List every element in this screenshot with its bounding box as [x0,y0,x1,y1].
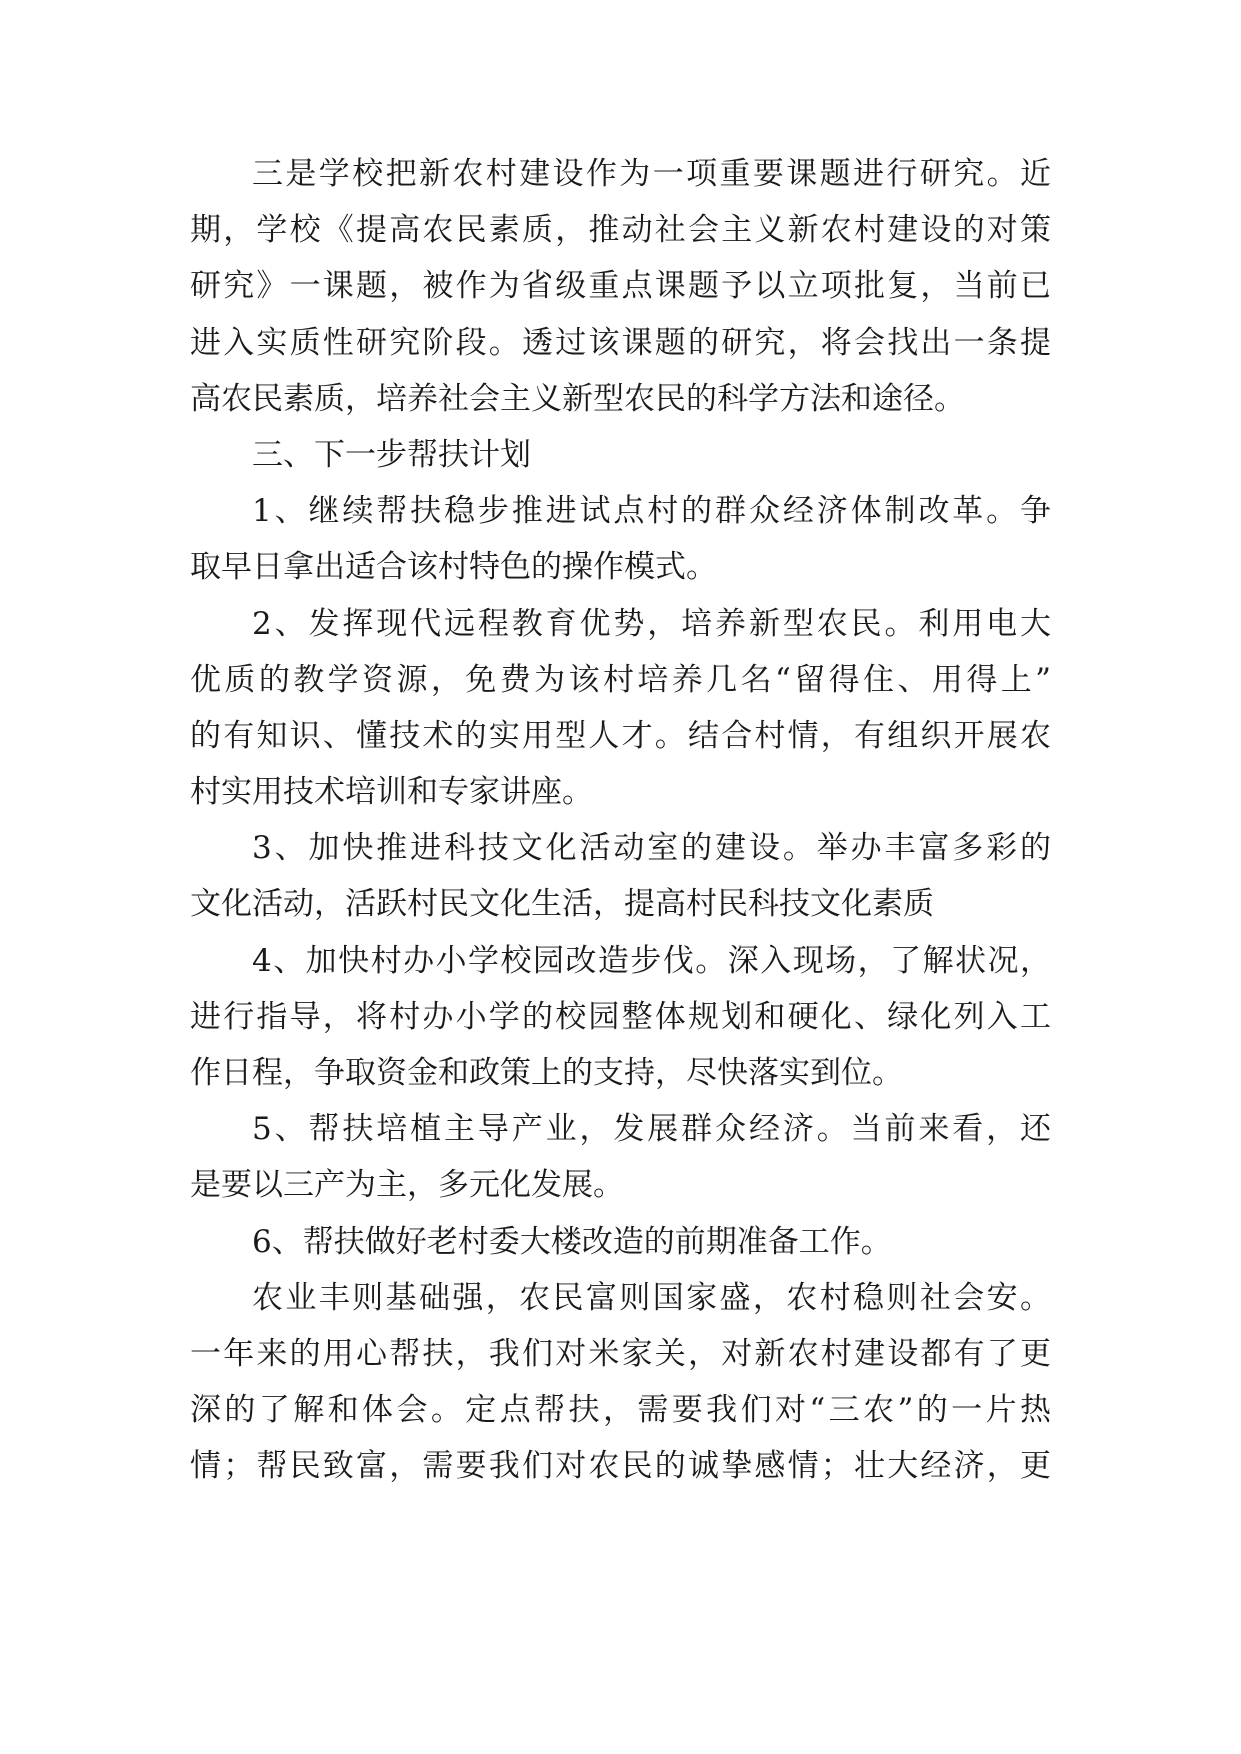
text-line: 高农民素质，培养社会主义新型农民的科学方法和途径。 [190,380,965,417]
text-line: 三是学校把新农村建设作为一项重要课题进行研究。近 [252,156,1051,192]
text-line: 一年来的用心帮扶，我们对米家关，对新农村建设都有了更 [190,1335,1051,1372]
text-line: 村实用技术培训和专家讲座。 [190,774,593,811]
text-line: 深的了解和体会。定点帮扶，需要我们对“三农”的一片热 [190,1392,1051,1429]
text-line: 情；帮民致富，需要我们对农民的诚挚感情；壮大经济，更 [190,1448,1051,1485]
text-line: 1、继续帮扶稳步推进试点村的群众经济体制改革。争 [252,493,1051,530]
paragraph-research [190,146,1051,427]
text-line: 进入实质性研究阶段。透过该课题的研究，将会找出一条提 [190,324,1051,361]
paragraph-plan-1 [190,483,1051,595]
text-line: 5、帮扶培植主导产业，发展群众经济。当前来看，还 [252,1111,1051,1148]
section-heading-text: 三、下一步帮扶计划 [252,436,531,473]
text-line: 研究》一课题，被作为省级重点课题予以立项批复，当前已 [190,268,1051,305]
text-line: 是要以三产为主，多元化发展。 [190,1167,624,1204]
paragraph-plan-3 [190,820,1051,932]
text-line: 进行指导，将村办小学的校园整体规划和硬化、绿化列入工 [190,998,1051,1035]
paragraph-plan-2 [190,596,1051,821]
paragraph-conclusion [190,1270,1051,1495]
text-line: 取早日拿出适合该村特色的操作模式。 [190,549,717,586]
text-line: 2、发挥现代远程教育优势，培养新型农民。利用电大 [252,605,1051,642]
text-line: 优质的教学资源，免费为该村培养几名“留得住、用得上” [190,661,1051,698]
text-line: 3、加快推进科技文化活动室的建设。举办丰富多彩的 [252,830,1051,867]
text-line: 期，学校《提高农民素质，推动社会主义新农村建设的对策 [190,212,1051,249]
text-line: 4、加快村办小学校园改造步伐。深入现场，了解状况， [252,942,1051,979]
text-line: 文化活动，活跃村民文化生活，提高村民科技文化素质 [190,886,934,923]
text-line: 6、帮扶做好老村委大楼改造的前期准备工作。 [252,1223,892,1260]
paragraph-plan-6 [190,1214,1051,1270]
text-line: 农业丰则基础强，农民富则国家盛，农村稳则社会安。 [252,1279,1051,1316]
text-line: 作日程，争取资金和政策上的支持，尽快落实到位。 [190,1055,903,1091]
document-page [190,146,1051,1495]
text-line: 的有知识、懂技术的实用型人才。结合村情，有组织开展农 [190,717,1051,754]
paragraph-plan-4 [190,933,1051,1102]
section-heading [190,427,1051,483]
paragraph-plan-5 [190,1101,1051,1213]
